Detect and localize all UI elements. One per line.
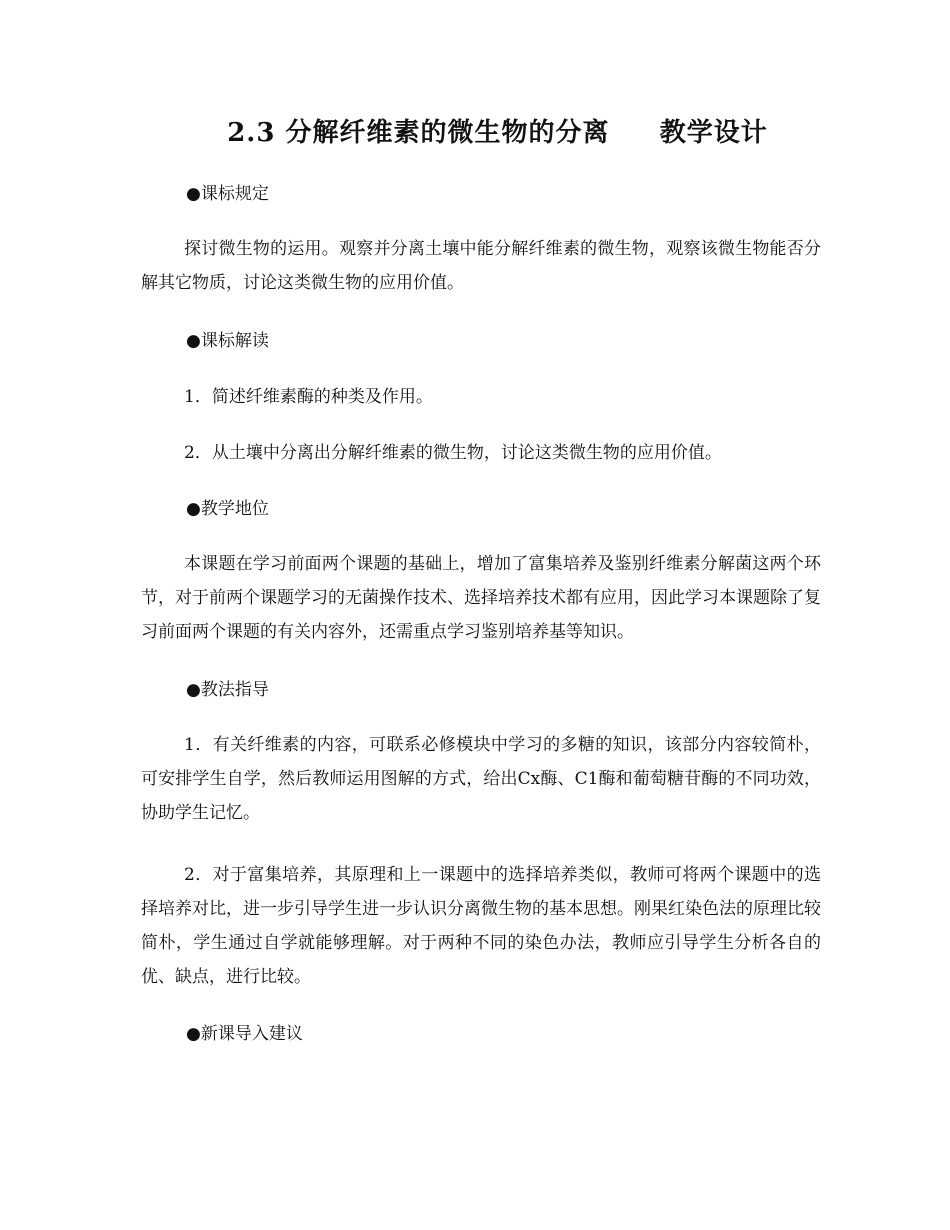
section-heading-introduction: ●新课导入建议 [186,1024,303,1044]
paragraph-method-2: 2．对于富集培养，其原理和上一课题中的选择培养类似，教师可将两个课题中的选择培养对比，进一步引导学生进一步认识分离微生物的基本思想。刚果红染色法的原理比较简朴，学生通过自学就能够理解。对于两种不同的染色办法，教师应引导学生分析各自的优、缺点，进行比较。 [141,865,821,987]
paragraph-standard: 探讨微生物的运用。观察并分离土壤中能分解纤维素的微生物，观察该微生物能否分解其它物质，讨论这类微生物的应用价值。 [141,239,821,293]
paragraph-position: 本课题在学习前面两个课题的基础上，增加了富集培养及鉴别纤维素分解菌这两个环节，对于前两个课题学习的无菌操作技术、选择培养技术都有应用，因此学习本课题除了复习前面两个课题的有关内容外，还需重点学习鉴别培养基等知识。 [141,554,821,642]
section-heading-method: ●教法指导 [186,680,269,700]
paragraph-method-1: 1．有关纤维素的内容，可联系必修模块中学习的多糖的知识，该部分内容较简朴，可安排学生自学，然后教师运用图解的方式，给出Cx酶、C1酶和葡萄糖苷酶的不同功效，协助学生记忆。 [141,735,821,823]
section-heading-standard: ●课标规定 [186,184,269,204]
document-title: 2.3 分解纤维素的微生物的分离 教学设计 [227,118,768,148]
paragraph-interpretation-1: 1．简述纤维素酶的种类及作用。 [184,387,433,407]
section-heading-position: ●教学地位 [186,499,269,519]
paragraph-interpretation-2: 2．从土壤中分离出分解纤维素的微生物，讨论这类微生物的应用价值。 [184,443,722,463]
section-heading-interpretation: ●课标解读 [186,331,269,351]
